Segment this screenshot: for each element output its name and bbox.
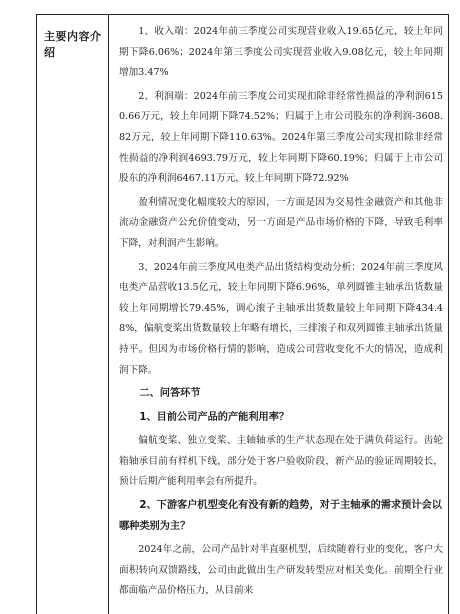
question-2: 2、下游客户机型变化有没有新的趋势，对于主轴承的需求预计会以哪种类别为主？ (119, 500, 442, 532)
answer-1: 偏航变桨、独立变桨、主轴轴承的生产状态现在处于满负荷运行。齿轮箱轴承目前有样机下线，部分处于客户验收阶段，新产品的验证周期较长，预计后期产能利用率会有所提升。 (119, 435, 443, 488)
content-cell (109, 15, 448, 605)
profit-reason-paragraph: 盈利情况变化幅度较大的原因，一方面是因为交易性金融资产和其他非流动金融资产公允价值变动，另一方面是产品市场价格的下降，导致毛利率下降，对利润产生影响。 (119, 196, 443, 249)
profit-paragraph: 2、利润端：2024年前三季度公司实现扣除非经常性损益的净利润6150.66万元，较上年同期下降74.52%；归属于上市公司股东的净利润-3608.82万元，较上年同期下降110.63%。2024年第三季度公司实现扣除非经常性损益的净利润4693.79万元，较上年同期下降60.19%；归属于上市公司股东的净利润6467.11万元，较上年同期下降72.92% (119, 90, 443, 185)
label-cell (37, 15, 109, 614)
row-label: 主要内容介绍 (44, 30, 102, 59)
question-1: 1、目前公司产品的产能利用率？ (139, 411, 290, 423)
content-table (36, 14, 449, 614)
wind-products-paragraph: 3、2024年前三季度风电类产品出货结构变动分析：2024年前三季度风电类产品营收13.5亿元，较上年同期下降6.96%，单列圆锥主轴承出货数量较上年同期增长79.45%，调心滚子主轴承出货数量较上年同期下降434.48%，偏航变桨出货数量较上年略有增长，三排滚子和双列圆锥主轴承出货量持平。但因为市场价格行情的影响，造成公司营收变化不大的情况，造成利润下降。 (119, 261, 443, 376)
qa-section-title: 二、问答环节 (139, 388, 201, 400)
revenue-paragraph: 1、收入端：2024年前三季度公司实现营业收入19.65亿元，较上年同期下降6.06%；2024年第三季度公司实现营业收入9.08亿元，较上年同期增加3.47% (119, 26, 443, 79)
answer-2: 2024年之前，公司产品针对半直驱机型，后续随着行业的变化，客户大面积转向双馈路线，公司由此做出生产研发转型应对相关变化。前期全行业都面临产品价格压力，从目前来 (119, 544, 443, 597)
